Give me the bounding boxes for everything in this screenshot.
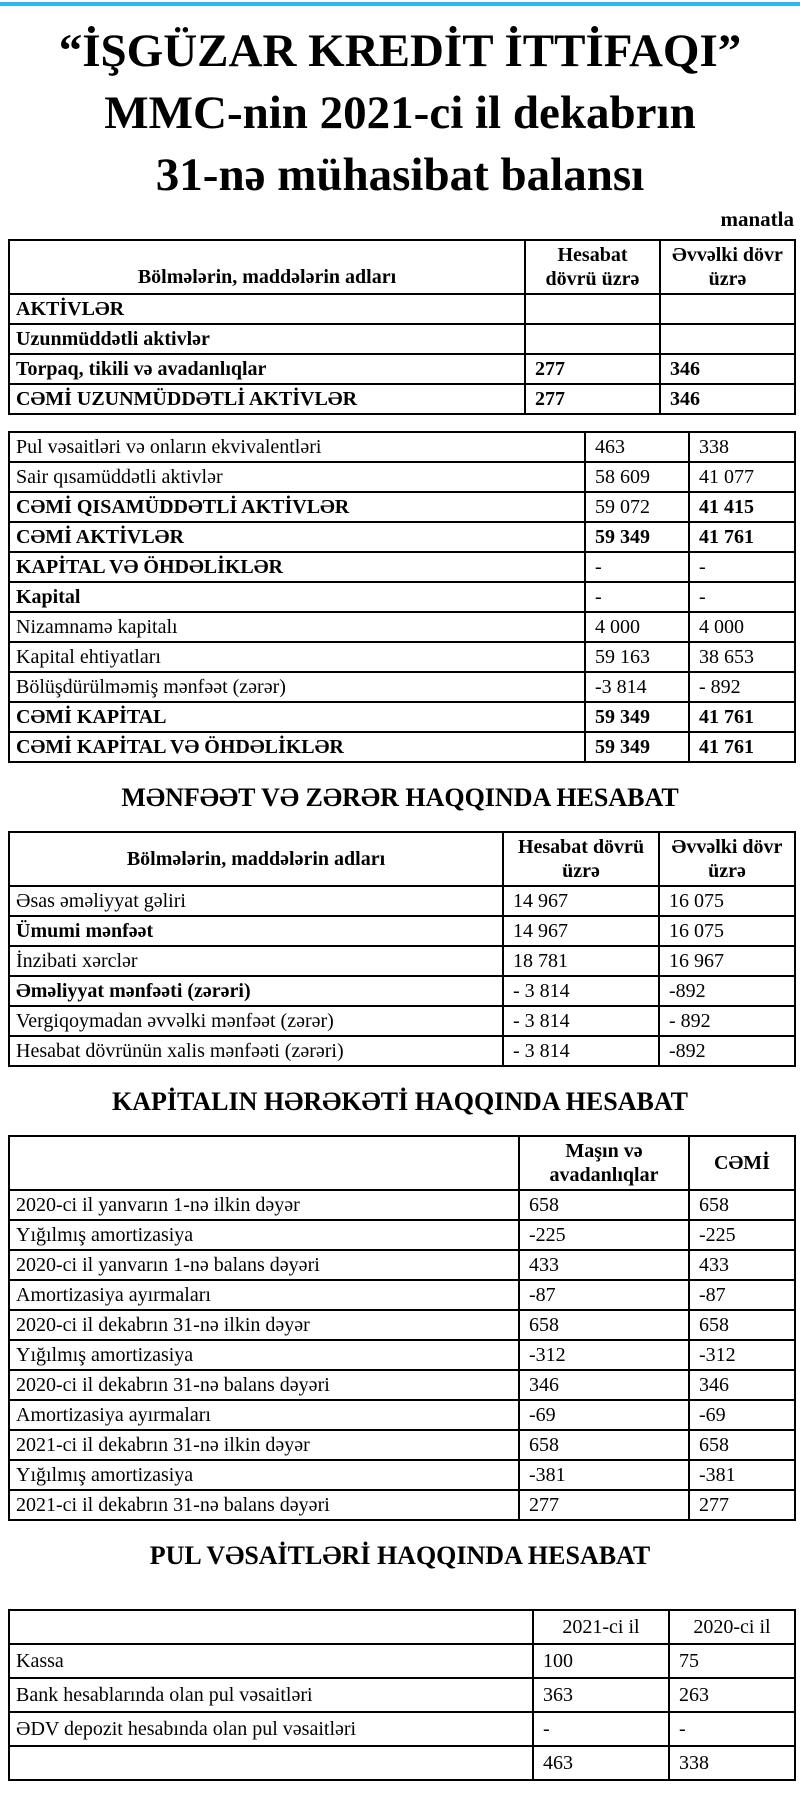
row-value: 4 000 <box>585 612 689 642</box>
row-value: -69 <box>519 1400 689 1430</box>
row-value: - 892 <box>689 672 795 702</box>
table-row <box>9 552 795 582</box>
section-title-capital-movement: KAPİTALIN HƏRƏKƏTİ HAQQINDA HESABAT <box>111 1087 689 1116</box>
table-row <box>9 462 795 492</box>
row-value: 433 <box>689 1250 795 1280</box>
row-label <box>9 1746 533 1780</box>
row-value: - 3 814 <box>503 976 659 1006</box>
section-title-profit-loss: MƏNFƏƏT VƏ ZƏRƏR HAQQINDA HESABAT <box>121 783 679 812</box>
row-value: - 892 <box>659 1006 795 1036</box>
row-value: - <box>669 1712 795 1746</box>
row-value: - <box>689 582 795 612</box>
row-value: 463 <box>533 1746 669 1780</box>
row-value: 14 967 <box>503 886 659 916</box>
row-value: 338 <box>669 1746 795 1780</box>
table-row <box>9 1678 795 1712</box>
row-value: 658 <box>519 1430 689 1460</box>
table-row <box>9 432 795 462</box>
column-header-year-2021: 2021-ci il <box>533 1610 669 1644</box>
row-label: Pul vəsaitləri və onların ekvivalentləri <box>9 432 585 462</box>
row-value: -225 <box>689 1220 795 1250</box>
table-row <box>9 1310 795 1340</box>
balance-sheet-long-term-assets-table <box>8 239 796 415</box>
row-label: Yığılmış amortizasiya <box>9 1460 519 1490</box>
balance-sheet-current-assets-capital-table <box>8 431 796 763</box>
row-value: -312 <box>689 1340 795 1370</box>
row-value <box>660 324 795 354</box>
document-title-line-3: 31-nə mühasibat balansı <box>155 149 645 201</box>
table-row <box>9 642 795 672</box>
row-value: 41 761 <box>689 732 795 762</box>
table-row <box>9 1280 795 1310</box>
row-value: -3 814 <box>585 672 689 702</box>
table-row <box>9 672 795 702</box>
row-value: 263 <box>669 1678 795 1712</box>
row-value: 16 075 <box>659 886 795 916</box>
row-value: - <box>533 1712 669 1746</box>
table-row <box>9 946 795 976</box>
column-header-previous-period: Əvvəlki dövr üzrə <box>659 832 795 886</box>
column-header-reporting-period: Hesabat dövrü üzrə <box>503 832 659 886</box>
row-value: 75 <box>669 1644 795 1678</box>
table-header-row <box>9 1136 795 1190</box>
row-label: 2021-ci il dekabrın 31-nə balans dəyəri <box>9 1490 519 1520</box>
row-value: 277 <box>525 354 660 384</box>
table-row <box>9 522 795 552</box>
row-label: Bank hesablarında olan pul vəsaitləri <box>9 1678 533 1712</box>
row-value: 658 <box>689 1190 795 1220</box>
table-row <box>9 976 795 1006</box>
row-label: Əsas əməliyyat gəliri <box>9 886 503 916</box>
currency-note: manatla <box>720 207 794 231</box>
row-value: 463 <box>585 432 689 462</box>
row-label: Ümumi mənfəət <box>9 916 503 946</box>
document-title <box>0 20 800 206</box>
row-value: 59 072 <box>585 492 689 522</box>
row-label: Kapital ehtiyatları <box>9 642 585 672</box>
column-header-items: Bölmələrin, maddələrin adları <box>9 240 525 294</box>
row-label: AKTİVLƏR <box>9 294 525 324</box>
column-header-previous-period: Əvvəlki dövr üzrə <box>660 240 795 294</box>
column-header-reporting-period: Hesabat dövrü üzrə <box>525 240 660 294</box>
row-value: - <box>689 552 795 582</box>
column-header-machinery: Maşın və avadanlıqlar <box>519 1136 689 1190</box>
document-title-line-2: MMC-nin 2021-ci il dekabrın <box>104 87 696 139</box>
row-value: 277 <box>525 384 660 414</box>
row-label: Sair qısamüddətli aktivlər <box>9 462 585 492</box>
cash-table <box>8 1609 796 1781</box>
row-value: 658 <box>689 1310 795 1340</box>
table-row <box>9 354 795 384</box>
row-value: 100 <box>533 1644 669 1678</box>
row-label: CƏMİ AKTİVLƏR <box>9 522 585 552</box>
row-value: 59 349 <box>585 522 689 552</box>
row-value: -892 <box>659 1036 795 1066</box>
row-value: 346 <box>660 384 795 414</box>
row-label: CƏMİ KAPİTAL <box>9 702 585 732</box>
row-label: İnzibati xərclər <box>9 946 503 976</box>
row-value: 346 <box>519 1370 689 1400</box>
table-row <box>9 612 795 642</box>
row-label: Amortizasiya ayırmaları <box>9 1400 519 1430</box>
row-value: 16 967 <box>659 946 795 976</box>
table-header-row <box>9 832 795 886</box>
table-row <box>9 702 795 732</box>
row-value: 41 077 <box>689 462 795 492</box>
row-label: Nizamnamə kapitalı <box>9 612 585 642</box>
row-value: 658 <box>519 1190 689 1220</box>
row-label: 2020-ci il dekabrın 31-nə balans dəyəri <box>9 1370 519 1400</box>
row-value: 346 <box>660 354 795 384</box>
row-label: KAPİTAL VƏ ÖHDƏLİKLƏR <box>9 552 585 582</box>
row-value: 59 163 <box>585 642 689 672</box>
capital-movement-table <box>8 1135 796 1521</box>
table-row <box>9 1712 795 1746</box>
row-label: Amortizasiya ayırmaları <box>9 1280 519 1310</box>
row-label: ƏDV depozit hesabında olan pul vəsaitləri <box>9 1712 533 1746</box>
row-value: 41 761 <box>689 522 795 552</box>
table-row <box>9 1036 795 1066</box>
table-row <box>9 582 795 612</box>
row-label: CƏMİ KAPİTAL VƏ ÖHDƏLİKLƏR <box>9 732 585 762</box>
row-value: -87 <box>519 1280 689 1310</box>
top-accent-line <box>0 2 800 6</box>
row-value: - <box>585 582 689 612</box>
row-label: Hesabat dövrünün xalis mənfəəti (zərəri) <box>9 1036 503 1066</box>
row-label: 2020-ci il dekabrın 31-nə ilkin dəyər <box>9 1310 519 1340</box>
table-row <box>9 1250 795 1280</box>
row-value: -69 <box>689 1400 795 1430</box>
row-value: 277 <box>519 1490 689 1520</box>
column-header-empty <box>9 1610 533 1644</box>
row-value <box>525 324 660 354</box>
row-value <box>660 294 795 324</box>
column-header-year-2020: 2020-ci il <box>669 1610 795 1644</box>
row-value: 16 075 <box>659 916 795 946</box>
table-row <box>9 1490 795 1520</box>
row-label: Kassa <box>9 1644 533 1678</box>
column-header-empty <box>9 1136 519 1190</box>
row-value: 41 415 <box>689 492 795 522</box>
table-row <box>9 492 795 522</box>
row-value: -225 <box>519 1220 689 1250</box>
row-value: -312 <box>519 1340 689 1370</box>
table-header-row <box>9 1610 795 1644</box>
table-row <box>9 916 795 946</box>
table-row <box>9 1746 795 1780</box>
row-value: -892 <box>659 976 795 1006</box>
row-value: 658 <box>689 1430 795 1460</box>
row-value: 346 <box>689 1370 795 1400</box>
row-value: 59 349 <box>585 732 689 762</box>
row-label: 2020-ci il yanvarın 1-nə ilkin dəyər <box>9 1190 519 1220</box>
row-value: 433 <box>519 1250 689 1280</box>
row-value: - 3 814 <box>503 1036 659 1066</box>
table-row <box>9 1430 795 1460</box>
row-label: 2021-ci il dekabrın 31-nə ilkin dəyər <box>9 1430 519 1460</box>
row-value: 277 <box>689 1490 795 1520</box>
row-label: Torpaq, tikili və avadanlıqlar <box>9 354 525 384</box>
table-row <box>9 1400 795 1430</box>
row-value: -381 <box>519 1460 689 1490</box>
table-row <box>9 294 795 324</box>
row-label: Uzunmüddətli aktivlər <box>9 324 525 354</box>
row-value: 363 <box>533 1678 669 1712</box>
row-value: 38 653 <box>689 642 795 672</box>
table-row <box>9 384 795 414</box>
table-row <box>9 1460 795 1490</box>
row-value: - <box>585 552 689 582</box>
row-value: 14 967 <box>503 916 659 946</box>
row-value: -381 <box>689 1460 795 1490</box>
column-header-items: Bölmələrin, maddələrin adları <box>9 832 503 886</box>
row-value: 18 781 <box>503 946 659 976</box>
row-value: 4 000 <box>689 612 795 642</box>
table-row <box>9 1340 795 1370</box>
table-row <box>9 1644 795 1678</box>
row-label: Yığılmış amortizasiya <box>9 1220 519 1250</box>
row-label: Vergiqoymadan əvvəlki mənfəət (zərər) <box>9 1006 503 1036</box>
column-header-total: CƏMİ <box>689 1136 795 1190</box>
table-header-row <box>9 240 795 294</box>
row-value: - 3 814 <box>503 1006 659 1036</box>
table-row <box>9 886 795 916</box>
document-title-line-1: “İŞGÜZAR KREDİT İTTİFAQI” <box>58 25 742 77</box>
row-label: Bölüşdürülməmiş mənfəət (zərər) <box>9 672 585 702</box>
table-row <box>9 1370 795 1400</box>
row-value: 338 <box>689 432 795 462</box>
table-row <box>9 1220 795 1250</box>
table-row <box>9 1190 795 1220</box>
table-row <box>9 732 795 762</box>
row-label: CƏMİ QISAMÜDDƏTLİ AKTİVLƏR <box>9 492 585 522</box>
row-label: CƏMİ UZUNMÜDDƏTLİ AKTİVLƏR <box>9 384 525 414</box>
row-value: 658 <box>519 1310 689 1340</box>
row-value: 59 349 <box>585 702 689 732</box>
section-title-cash: PUL VƏSAİTLƏRİ HAQQINDA HESABAT <box>149 1541 651 1570</box>
row-label: Kapital <box>9 582 585 612</box>
row-label: Yığılmış amortizasiya <box>9 1340 519 1370</box>
table-row <box>9 324 795 354</box>
row-value <box>525 294 660 324</box>
table-row <box>9 1006 795 1036</box>
row-value: 58 609 <box>585 462 689 492</box>
row-value: 41 761 <box>689 702 795 732</box>
profit-loss-table <box>8 831 796 1067</box>
row-label: Əməliyyat mənfəəti (zərəri) <box>9 976 503 1006</box>
row-value: -87 <box>689 1280 795 1310</box>
row-label: 2020-ci il yanvarın 1-nə balans dəyəri <box>9 1250 519 1280</box>
